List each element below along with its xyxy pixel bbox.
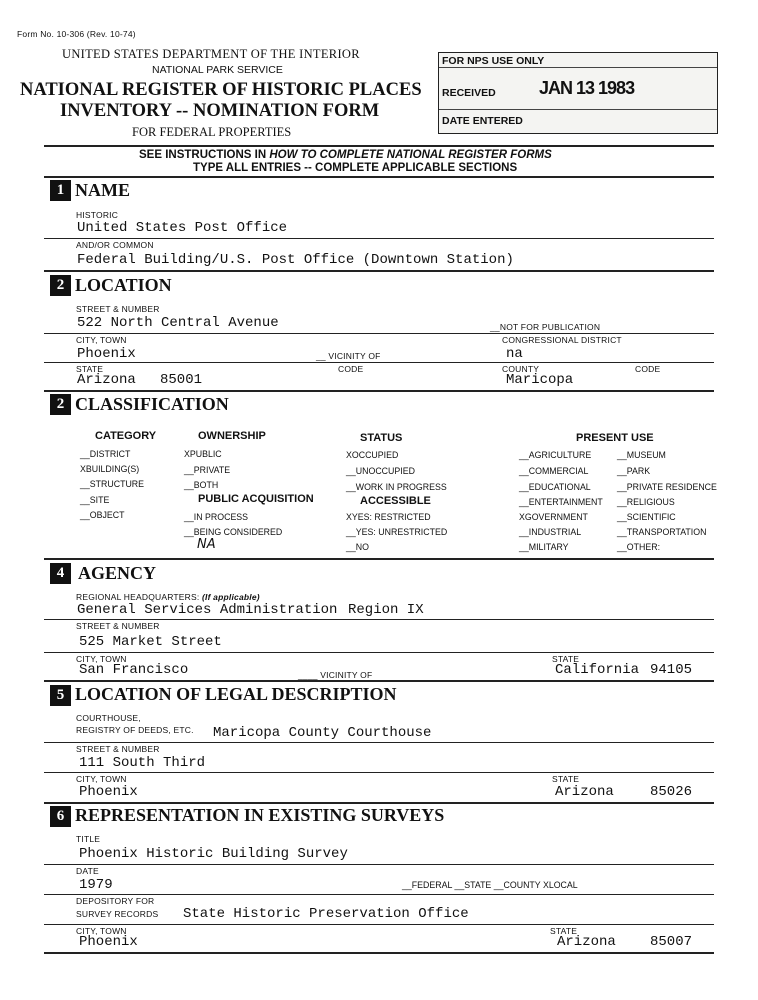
use-government: XGOVERNMENT	[519, 512, 588, 522]
survey-city-value: Phoenix	[79, 934, 138, 950]
zip-value: 85001	[160, 372, 203, 388]
agency-state-value: California	[555, 662, 640, 678]
form-title-1: NATIONAL REGISTER OF HISTORIC PLACES	[20, 80, 422, 100]
accessible-header: ACCESSIBLE	[360, 495, 431, 507]
status-header: STATUS	[360, 432, 403, 444]
legal-street-value: 111 South Third	[79, 755, 206, 771]
section-5-number: 5	[50, 685, 71, 706]
hq-value: General Services Administration	[77, 602, 338, 618]
received-stamp: JAN 13 1983	[539, 78, 635, 98]
legal-city-label: CITY, TOWN	[76, 774, 127, 784]
ownership-both: __BOTH	[184, 480, 219, 490]
common-value: Federal Building/U.S. Post Office (Downtown Station)	[77, 252, 514, 268]
received-label: RECEIVED	[442, 87, 496, 99]
legal-street-label: STREET & NUMBER	[76, 744, 160, 754]
use-military: __MILITARY	[519, 542, 569, 552]
courthouse-label-1: COURTHOUSE,	[76, 713, 141, 723]
acquisition-header: PUBLIC ACQUISITION	[198, 493, 314, 505]
acquisition-in-process: __IN PROCESS	[184, 512, 249, 522]
section-6-title: REPRESENTATION IN EXISTING SURVEYS	[75, 805, 445, 825]
common-label: AND/OR COMMON	[76, 240, 154, 250]
nps-box-title: FOR NPS USE ONLY	[442, 55, 545, 67]
section-4-title: AGENCY	[78, 563, 157, 583]
category-site: __SITE	[80, 495, 110, 505]
section-4-number: 4	[50, 563, 71, 584]
category-building: XBUILDING(S)	[80, 464, 140, 474]
historic-value: United States Post Office	[77, 220, 288, 236]
survey-city-label: CITY, TOWN	[76, 926, 127, 936]
congressional-value: na	[506, 346, 523, 362]
section-2-title: LOCATION	[75, 275, 172, 295]
street-label: STREET & NUMBER	[76, 304, 160, 314]
service-name: NATIONAL PARK SERVICE	[152, 64, 283, 76]
status-unoccupied: __UNOCCUPIED	[346, 466, 415, 476]
county-label: COUNTY	[502, 364, 540, 374]
legal-city-value: Phoenix	[79, 784, 138, 800]
ownership-header: OWNERSHIP	[198, 430, 266, 442]
code-label: CODE	[338, 364, 364, 374]
acquisition-being-considered: __BEING CONSIDERED	[184, 527, 283, 537]
accessible-unrestricted: __YES: UNRESTRICTED	[346, 527, 448, 537]
survey-title-label: TITLE	[76, 834, 101, 844]
depository-value: State Historic Preservation Office	[183, 906, 469, 922]
survey-date-label: DATE	[76, 866, 99, 876]
agency-street-label: STREET & NUMBER	[76, 621, 160, 631]
use-entertainment: __ENTERTAINMENT	[519, 497, 603, 507]
category-structure: __STRUCTURE	[80, 479, 145, 489]
section-5-title: LOCATION OF LEGAL DESCRIPTION	[75, 684, 397, 704]
category-district: __DISTRICT	[80, 449, 131, 459]
state-label: STATE	[76, 364, 104, 374]
category-header: CATEGORY	[95, 430, 157, 442]
use-industrial: __INDUSTRIAL	[519, 527, 582, 537]
legal-state-label: STATE	[552, 774, 580, 784]
section-1-title: NAME	[75, 180, 130, 200]
survey-date-value: 1979	[79, 877, 113, 893]
courthouse-value: Maricopa County Courthouse	[213, 725, 432, 741]
nps-use-box	[438, 52, 718, 134]
category-object: __OBJECT	[80, 510, 125, 520]
state-value: Arizona	[77, 372, 136, 388]
department-name: UNITED STATES DEPARTMENT OF THE INTERIOR	[62, 47, 360, 61]
use-park: __PARK	[617, 466, 651, 476]
use-transportation: __TRANSPORTATION	[617, 527, 707, 537]
legal-state-value: Arizona	[555, 784, 614, 800]
present-use-header: PRESENT USE	[576, 432, 654, 444]
section-1-number: 1	[50, 180, 71, 201]
section-2-number: 2	[50, 275, 71, 296]
courthouse-label-2: REGISTRY OF DEEDS, ETC.	[76, 725, 194, 735]
use-agriculture: __AGRICULTURE	[519, 450, 592, 460]
instructions-line-1: SEE INSTRUCTIONS IN HOW TO COMPLETE NATIONAL REGISTER FORMS	[139, 149, 552, 161]
hq-label: REGIONAL HEADQUARTERS: (If applicable)	[76, 592, 260, 602]
use-religious: __RELIGIOUS	[617, 497, 675, 507]
depository-label-1: DEPOSITORY FOR	[76, 896, 155, 906]
agency-state-label: STATE	[552, 654, 580, 664]
congressional-label: CONGRESSIONAL DISTRICT	[502, 335, 622, 345]
section-3-title: CLASSIFICATION	[75, 394, 229, 414]
survey-title-value: Phoenix Historic Building Survey	[79, 846, 348, 862]
ownership-private: __PRIVATE	[184, 465, 231, 475]
survey-levels: __FEDERAL __STATE __COUNTY XLOCAL	[402, 880, 578, 890]
code-label-2: CODE	[635, 364, 661, 374]
survey-state-label: STATE	[550, 926, 578, 936]
county-value: Maricopa	[506, 372, 574, 388]
vicinity-of: __ VICINITY OF	[316, 351, 381, 361]
form-title-2: INVENTORY -- NOMINATION FORM	[60, 101, 380, 121]
depository-label-2: SURVEY RECORDS	[76, 909, 159, 919]
not-for-publication: __NOT FOR PUBLICATION	[490, 322, 601, 332]
use-scientific: __SCIENTIFIC	[617, 512, 676, 522]
region-value: Region IX	[348, 602, 424, 618]
agency-city-value: San Francisco	[79, 662, 189, 678]
agency-zip-value: 94105	[650, 662, 693, 678]
city-label: CITY, TOWN	[76, 335, 127, 345]
agency-street-value: 525 Market Street	[79, 634, 222, 650]
survey-zip-value: 85007	[650, 934, 693, 950]
city-value: Phoenix	[77, 346, 136, 362]
use-museum: __MUSEUM	[617, 450, 666, 460]
use-commercial: __COMMERCIAL	[519, 466, 589, 476]
form-number: Form No. 10-306 (Rev. 10-74)	[17, 29, 136, 39]
survey-state-value: Arizona	[557, 934, 616, 950]
agency-vicinity-of: ____ VICINITY OF	[298, 670, 373, 680]
form-subtitle: FOR FEDERAL PROPERTIES	[132, 125, 292, 139]
status-occupied: XOCCUPIED	[346, 450, 399, 460]
instructions-line-2: TYPE ALL ENTRIES -- COMPLETE APPLICABLE SECTIONS	[193, 162, 518, 174]
use-educational: __EDUCATIONAL	[519, 482, 591, 492]
date-entered-label: DATE ENTERED	[442, 115, 523, 127]
status-work-in-progress: __WORK IN PROGRESS	[346, 482, 447, 492]
accessible-no: __NO	[346, 542, 369, 552]
use-private-residence: __PRIVATE RESIDENCE	[617, 482, 717, 492]
historic-label: HISTORIC	[76, 210, 119, 220]
acquisition-na-note: NA	[197, 537, 216, 552]
street-value: 522 North Central Avenue	[77, 315, 279, 331]
section-6-number: 6	[50, 806, 71, 827]
agency-city-label: CITY, TOWN	[76, 654, 127, 664]
use-other: __OTHER:	[617, 542, 661, 552]
ownership-public: XPUBLIC	[184, 449, 222, 459]
accessible-restricted: XYES: RESTRICTED	[346, 512, 431, 522]
legal-zip-value: 85026	[650, 784, 693, 800]
section-3-number: 2	[50, 394, 71, 415]
